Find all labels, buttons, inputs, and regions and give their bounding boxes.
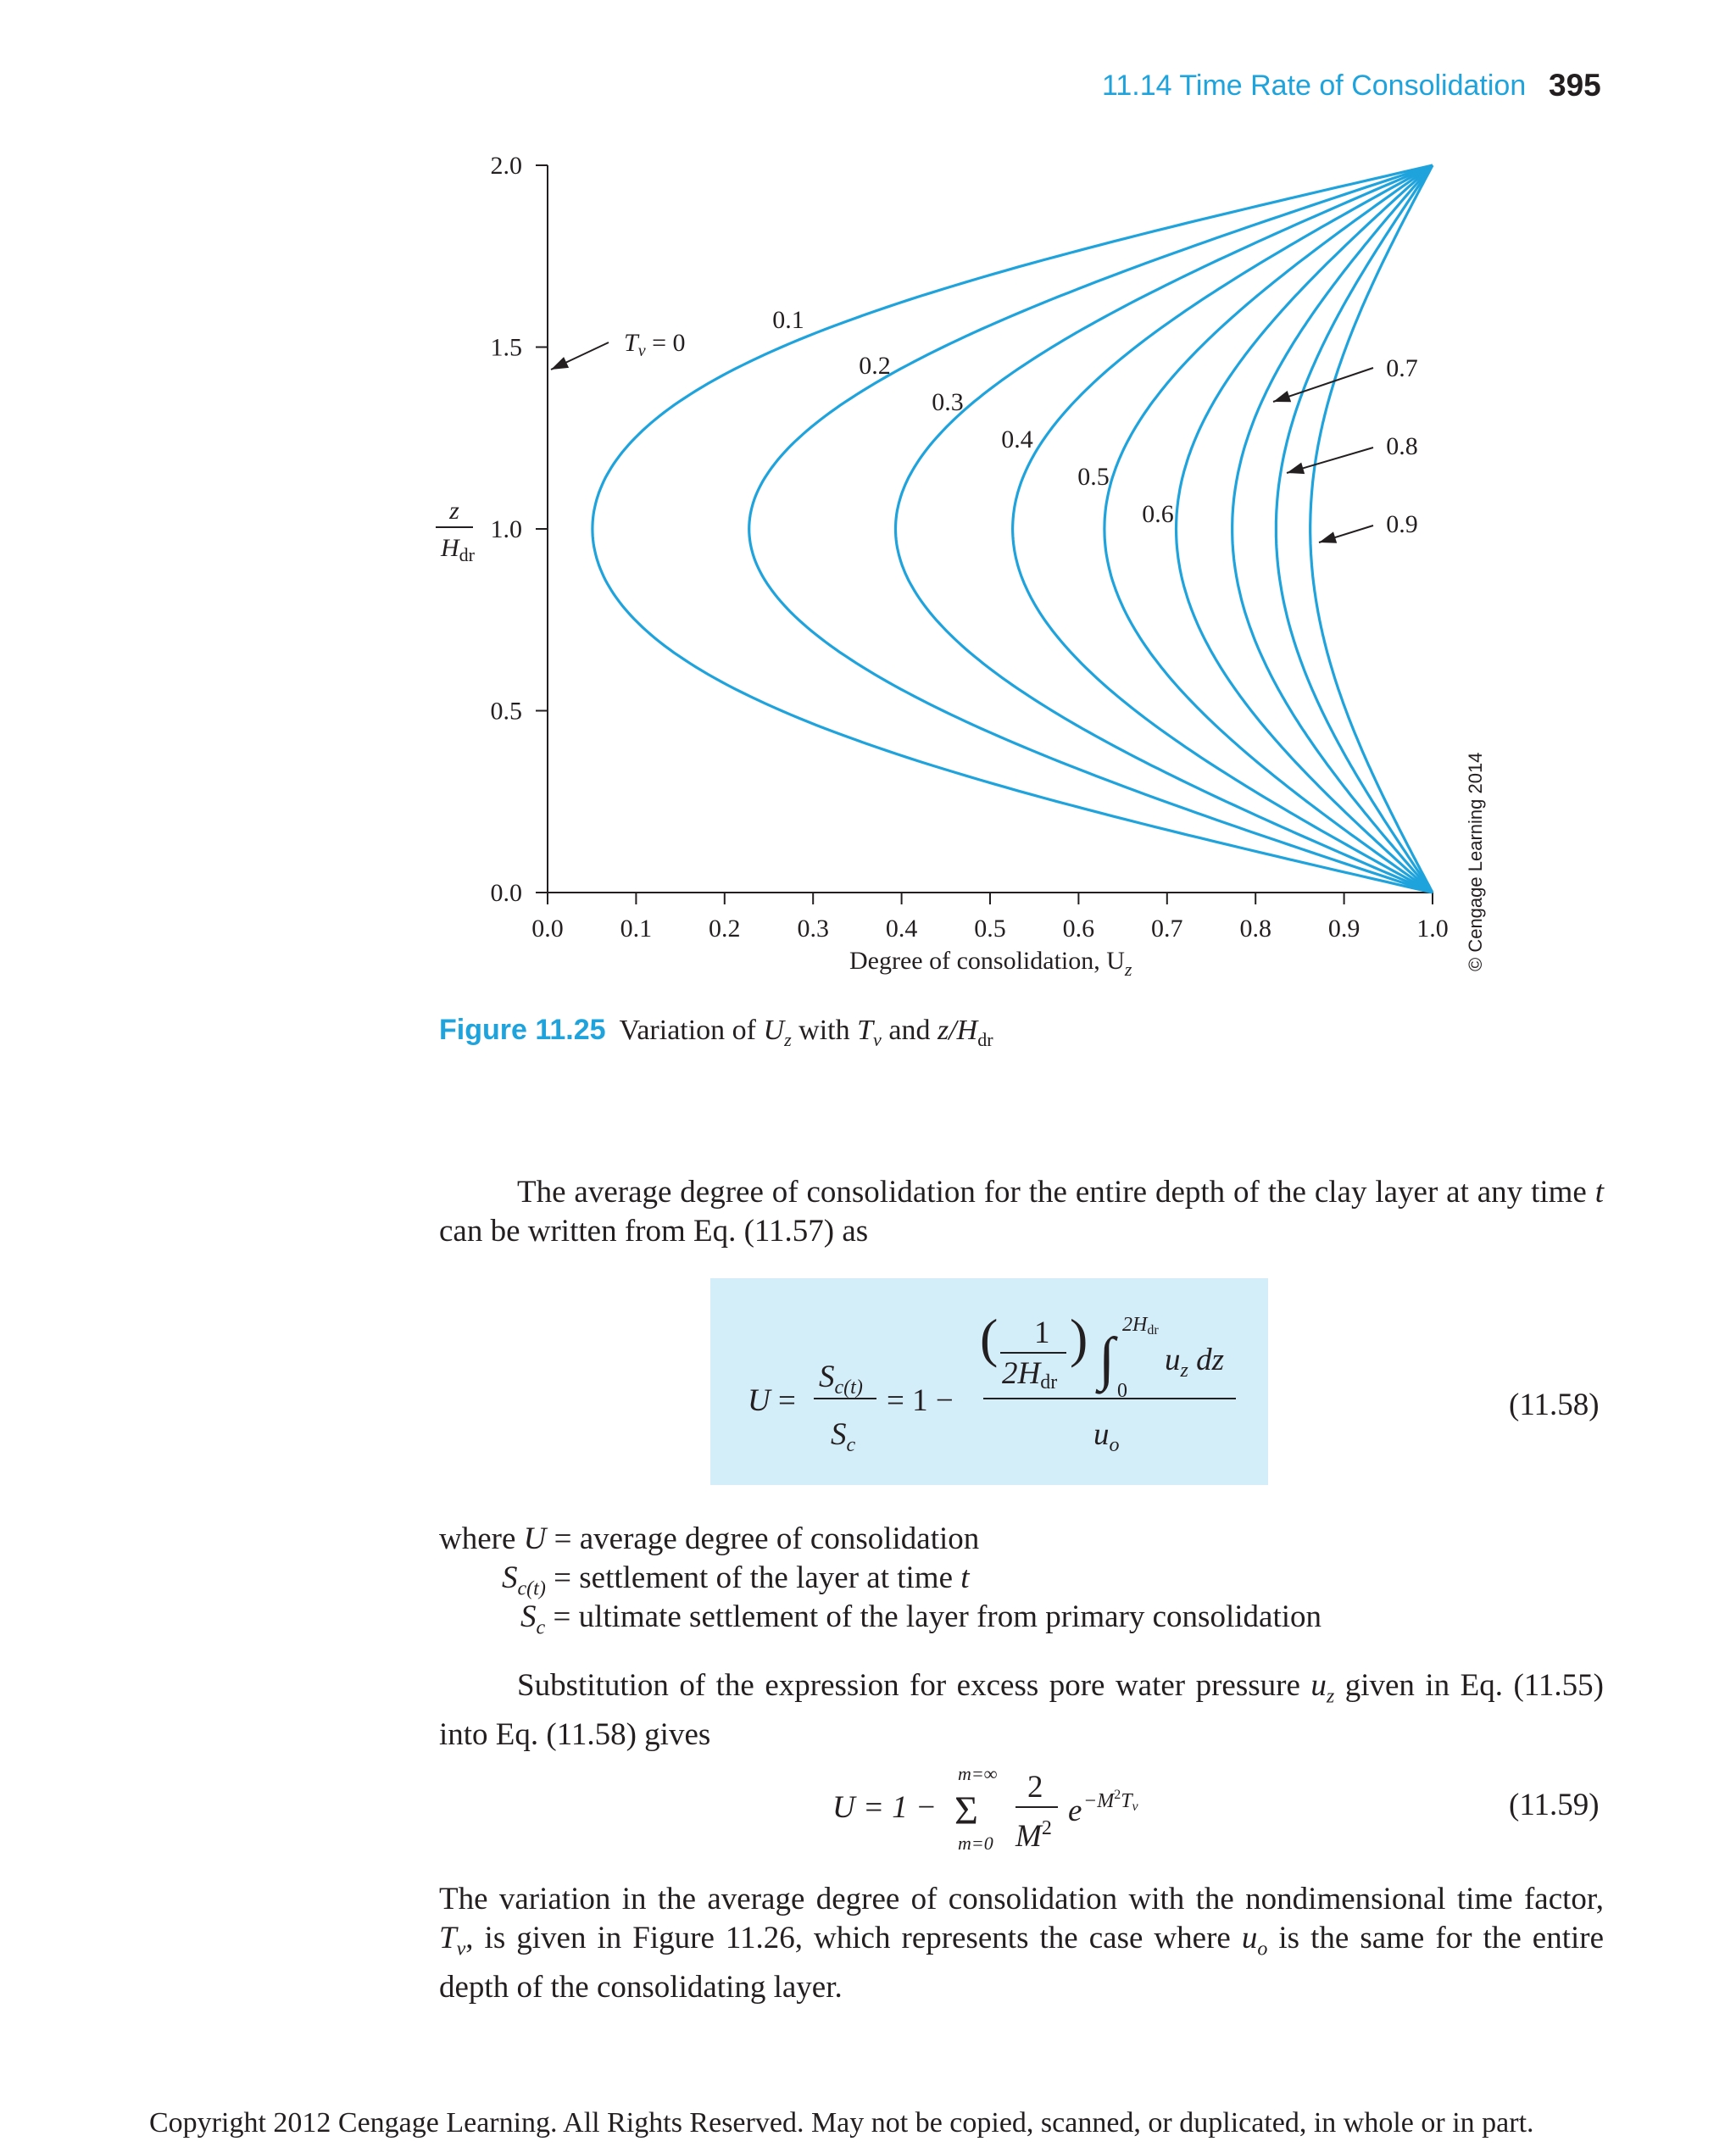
caption-part-6: and bbox=[881, 1015, 938, 1046]
svg-text:0: 0 bbox=[1117, 1380, 1127, 1402]
x-tick-label: 0.3 bbox=[797, 915, 829, 943]
y-tick-label: 1.5 bbox=[490, 333, 522, 362]
svg-text:=: = bbox=[778, 1383, 796, 1418]
annotation-arrow-head bbox=[551, 357, 569, 370]
svg-text:): ) bbox=[1070, 1308, 1088, 1368]
curve-label-0.8: 0.8 bbox=[1386, 432, 1418, 460]
chart-ticks bbox=[491, 152, 1449, 943]
annotation-arrow-head bbox=[1287, 463, 1305, 474]
figure-number: Figure 11.25 bbox=[439, 1014, 606, 1046]
svg-text:= 1 −: = 1 − bbox=[887, 1383, 954, 1418]
x-tick-label: 0.6 bbox=[1062, 915, 1095, 943]
curve-tv-0.4 bbox=[1013, 165, 1433, 893]
chart-annotations bbox=[551, 306, 1418, 543]
curve-label-tv-0: $T_v = 0$ bbox=[624, 329, 686, 360]
svg-text:−M2Tv: $-M^2Tv$ bbox=[1083, 1788, 1138, 1814]
caption-part-1: U bbox=[763, 1015, 785, 1046]
svg-text:Σ: Σ bbox=[954, 1788, 978, 1833]
x-axis-label: Degree of consolidation, $U_z$ bbox=[849, 947, 1132, 980]
caption-part-4: T bbox=[857, 1015, 874, 1046]
y-axis-label-hdr: $H_{dr}$ bbox=[441, 534, 475, 565]
svg-text:U = 1 −: U = 1 − bbox=[832, 1790, 937, 1825]
curve-tv-0.2 bbox=[749, 165, 1433, 893]
svg-text:m=∞: m=∞ bbox=[958, 1763, 998, 1784]
equation-number-11-58: (11.58) bbox=[1509, 1388, 1600, 1422]
paragraph-1: The average degree of consolidation for the entire depth of the clay layer at any time t can be written from Eq. (11.57) as bbox=[439, 1175, 1604, 1249]
x-tick-label: 0.8 bbox=[1239, 915, 1271, 943]
equation-number-11-59: (11.59) bbox=[1509, 1788, 1600, 1822]
caption-part-0: Variation of bbox=[619, 1015, 764, 1046]
where-line-1: where U = average degree of consolidation bbox=[439, 1521, 980, 1556]
y-axis-label bbox=[436, 497, 476, 565]
svg-text:Sc: $S_c$ bbox=[831, 1417, 856, 1456]
svg-text:2Hdr: 2Hdr bbox=[1122, 1314, 1159, 1338]
curve-label-0.2: 0.2 bbox=[859, 352, 891, 380]
svg-text:M2: $M^2$ bbox=[1015, 1817, 1052, 1854]
equation-11-58 bbox=[710, 1278, 1268, 1485]
x-tick-label: 0.7 bbox=[1151, 915, 1183, 943]
svg-text:Sc(t): $S_{c(t)}$ bbox=[819, 1360, 863, 1399]
caption-part-8: dr bbox=[977, 1028, 993, 1050]
curve-tv-0.5 bbox=[1104, 165, 1433, 893]
copyright-notice: Copyright 2012 Cengage Learning. All Rights Reserved. May not be copied, scanned, or duplicated, in whole or in part. bbox=[149, 2107, 1534, 2139]
svg-text:∫: ∫ bbox=[1099, 1327, 1116, 1392]
figure-credit: © Cengage Learning 2014 bbox=[1465, 752, 1486, 971]
x-tick-label: 1.0 bbox=[1416, 915, 1449, 943]
page-number: 395 bbox=[1549, 68, 1601, 103]
caption-part-3: with bbox=[791, 1015, 858, 1046]
svg-text:m=0: m=0 bbox=[958, 1833, 993, 1854]
svg-text:uo: $u_o$ bbox=[1093, 1417, 1120, 1456]
curve-tv-0.3 bbox=[896, 165, 1433, 893]
x-tick-label: 0.5 bbox=[974, 915, 1006, 943]
x-tick-label: 0.2 bbox=[709, 915, 741, 943]
x-tick-label: 0.1 bbox=[620, 915, 653, 943]
svg-text:(: ( bbox=[980, 1308, 999, 1368]
y-tick-label: 0.0 bbox=[490, 879, 522, 907]
running-head: 11.14 Time Rate of Consolidation bbox=[1102, 70, 1527, 102]
annotation-arrow-head bbox=[1319, 531, 1337, 542]
svg-text:2Hdr: 2Hdr bbox=[1002, 1356, 1058, 1393]
where-line-3: $S_c$ = ultimate settlement of the layer from primary consolidation bbox=[520, 1599, 1321, 1639]
x-tick-label: 0.4 bbox=[885, 915, 918, 943]
svg-text:uz dz: $u_z$ dz bbox=[1165, 1343, 1224, 1382]
curve-label-0.9: 0.9 bbox=[1386, 510, 1418, 538]
paragraph-2: Substitution of the expression for excess pore water pressure $u_z$ given in Eq. (11.55) into Eq. (11.58) gives bbox=[439, 1668, 1605, 1753]
svg-text:U: U bbox=[748, 1383, 771, 1418]
curve-label-0.7: 0.7 bbox=[1386, 354, 1418, 382]
annotation-arrow-head bbox=[1273, 391, 1291, 402]
consolidation-chart bbox=[0, 0, 1736, 1000]
figure-caption bbox=[439, 1014, 993, 1051]
caption-part-2: z bbox=[784, 1028, 792, 1050]
curve-label-0.5: 0.5 bbox=[1077, 463, 1110, 491]
svg-text:2: 2 bbox=[1027, 1770, 1043, 1805]
chart-curves bbox=[593, 165, 1433, 893]
curve-label-0.4: 0.4 bbox=[1001, 426, 1033, 453]
y-axis-label-z: z bbox=[449, 497, 459, 525]
equation-11-59 bbox=[814, 1755, 1170, 1865]
caption-part-7: z/H bbox=[937, 1015, 978, 1046]
x-tick-label: 0.0 bbox=[531, 915, 564, 943]
y-tick-label: 0.5 bbox=[490, 697, 522, 726]
curve-label-0.1: 0.1 bbox=[772, 306, 804, 334]
x-tick-label: 0.9 bbox=[1327, 915, 1360, 943]
y-tick-label: 1.0 bbox=[490, 515, 522, 543]
svg-text:e: e bbox=[1068, 1794, 1082, 1828]
where-line-2: $S_{c(t)}$ = settlement of the layer at time t bbox=[502, 1560, 970, 1600]
paragraph-3: The variation in the average degree of consolidation with the nondimensional time factor, $T_v$, is given in Figure 11.26, which represents the case where $u_o$ is the same for the entire depth of the consolidating layer. bbox=[439, 1882, 1604, 2005]
y-tick-label: 2.0 bbox=[490, 152, 522, 180]
svg-text:1: 1 bbox=[1034, 1315, 1050, 1350]
curve-label-0.6: 0.6 bbox=[1142, 500, 1174, 528]
caption-part-5: v bbox=[873, 1028, 882, 1050]
curve-label-0.3: 0.3 bbox=[932, 388, 964, 416]
